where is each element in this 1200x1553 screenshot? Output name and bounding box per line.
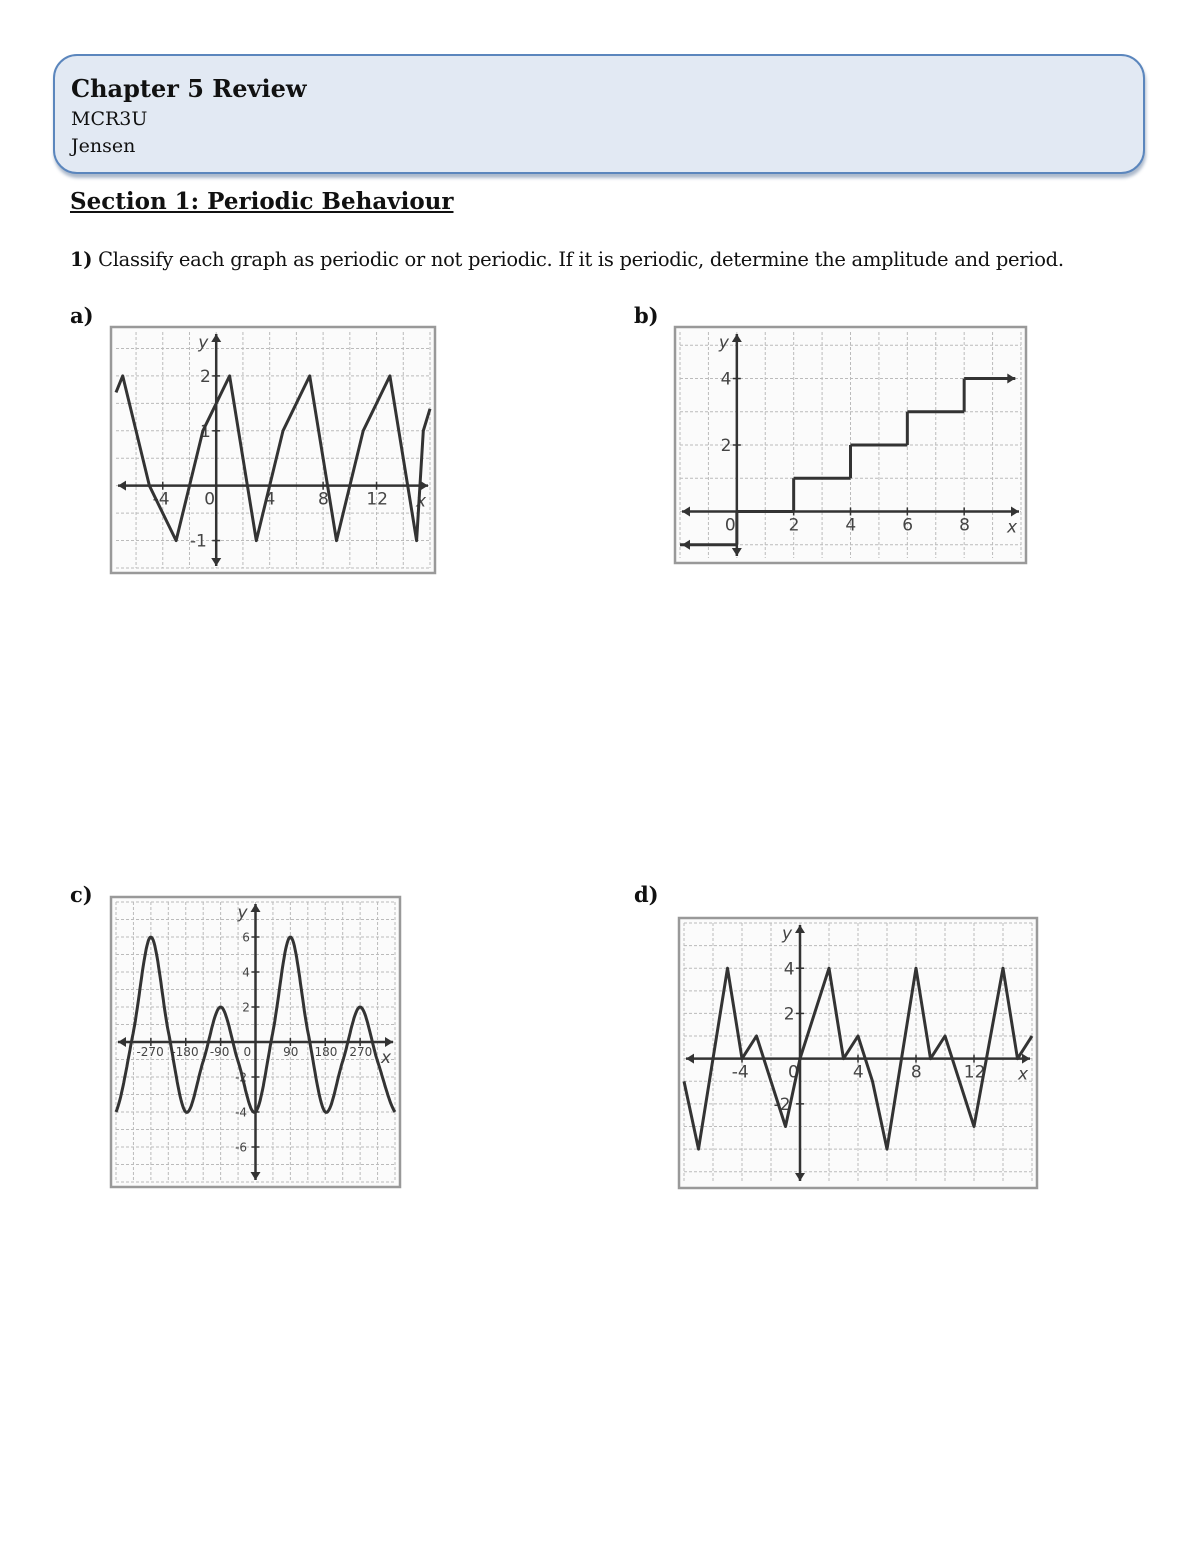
x-axis-label: x: [1018, 1064, 1029, 1085]
y-tick-label: 6: [242, 930, 250, 945]
y-tick-label: -6: [235, 1140, 248, 1155]
x-tick-label: -180: [171, 1045, 199, 1059]
y-tick-label: -2: [235, 1070, 248, 1085]
x-tick-label: 0: [788, 1062, 799, 1083]
part-label-d: d): [634, 882, 659, 907]
part-label-c: c): [70, 882, 93, 907]
x-tick-label: 4: [264, 489, 276, 510]
course-code: MCR3U: [71, 108, 148, 130]
y-tick-label: 2: [200, 367, 211, 388]
y-tick-label: 2: [242, 1000, 250, 1015]
y-tick-label: 4: [242, 965, 250, 980]
x-axis-label: x: [381, 1048, 392, 1068]
question-number: 1): [70, 248, 93, 271]
x-tick-label: 6: [902, 515, 914, 536]
graph-b: [674, 326, 1027, 564]
y-axis-label: y: [198, 333, 209, 353]
header-box: [53, 54, 1145, 174]
y-tick-label: 2: [720, 436, 732, 457]
y-tick-label: -4: [235, 1105, 248, 1120]
x-tick-label: 4: [845, 515, 857, 536]
part-label-a: a): [70, 303, 94, 328]
y-tick-label: 2: [783, 1004, 795, 1025]
y-tick-label: 4: [720, 369, 732, 390]
teacher-name: Jensen: [71, 135, 136, 157]
x-tick-label: -4: [731, 1062, 749, 1083]
section-title: Section 1: Periodic Behaviour: [70, 188, 454, 215]
x-axis-label: x: [416, 491, 427, 512]
x-tick-label: 270: [349, 1045, 373, 1059]
x-tick-label: 4: [852, 1062, 864, 1083]
x-tick-label: 12: [963, 1062, 986, 1083]
graph-c: [110, 896, 401, 1188]
y-axis-label: y: [782, 924, 793, 944]
y-tick-label: -1: [189, 531, 207, 552]
part-label-b: b): [634, 303, 659, 328]
x-axis-label: x: [1007, 517, 1018, 538]
y-axis-label: y: [718, 333, 729, 353]
graph-a: [110, 326, 436, 574]
x-tick-label: 0: [204, 489, 216, 510]
graph-d: [678, 917, 1038, 1189]
x-tick-label: -4: [152, 489, 170, 510]
x-tick-label: 0: [243, 1045, 252, 1059]
x-tick-label: -270: [136, 1045, 164, 1059]
y-tick-label: 4: [783, 959, 795, 980]
x-tick-label: 180: [314, 1045, 338, 1059]
x-tick-label: 8: [959, 515, 970, 536]
x-tick-label: 8: [910, 1062, 922, 1083]
y-tick-label: 1: [200, 421, 211, 442]
y-axis-label: y: [237, 903, 248, 923]
graph-frame: [111, 327, 435, 573]
x-tick-label: 90: [283, 1045, 299, 1059]
document-title: Chapter 5 Review: [71, 74, 307, 103]
question-1: [70, 248, 1064, 271]
x-tick-label: 12: [366, 489, 388, 510]
y-tick-label: -2: [773, 1094, 791, 1115]
x-tick-label: 8: [318, 489, 329, 510]
x-tick-label: -90: [209, 1045, 230, 1059]
x-tick-label: 2: [788, 515, 800, 536]
x-tick-label: 0: [724, 515, 736, 536]
question-text: Classify each graph as periodic or not periodic. If it is periodic, determine the amplitude and period.: [98, 248, 1064, 271]
